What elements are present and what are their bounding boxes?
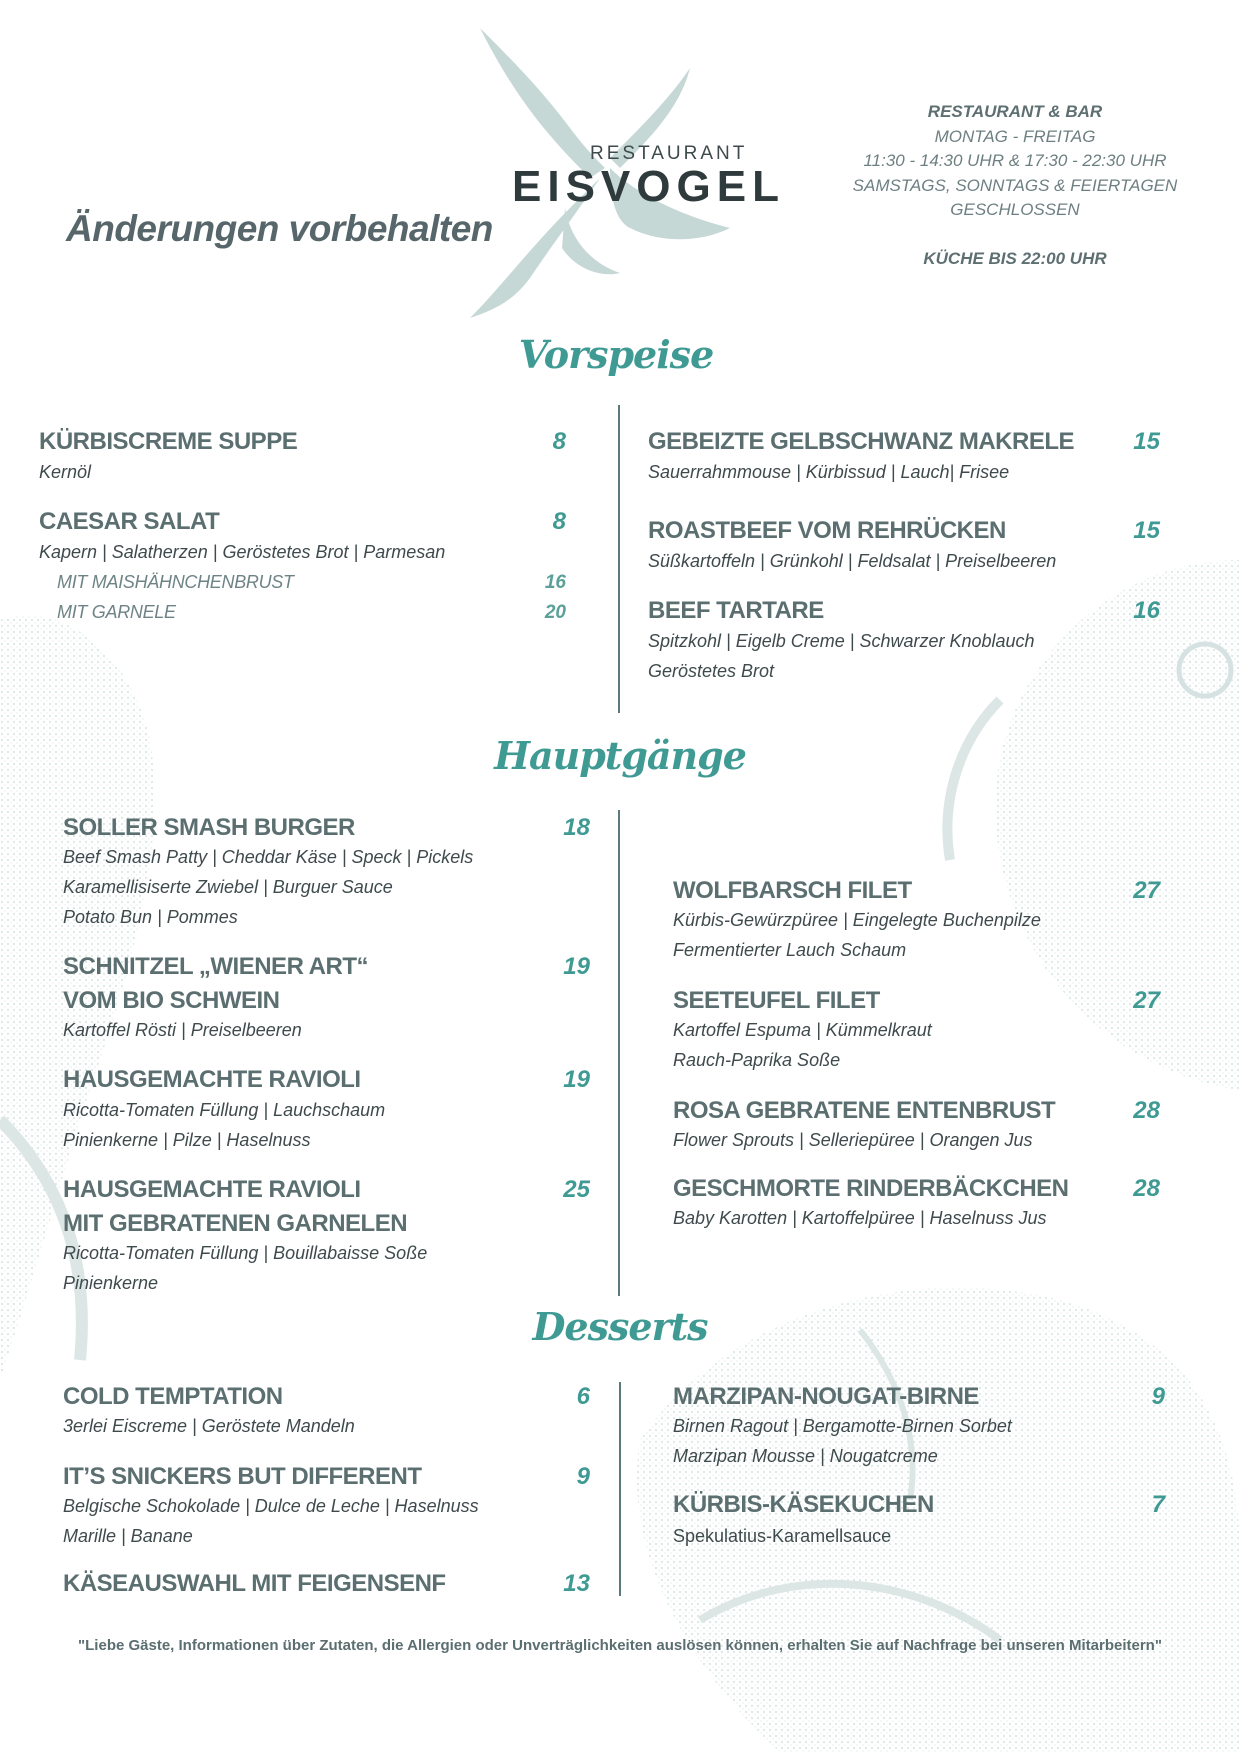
dish-price: 7 <box>1151 1491 1165 1518</box>
dish-title: MARZIPAN-NOUGAT-BIRNE <box>673 1383 979 1410</box>
dish-title: GEBEIZTE GELBSCHWANZ MAKRELE <box>648 428 1075 455</box>
dish-title: WOLFBARSCH FILET <box>673 877 912 904</box>
dish-title: SCHNITZEL „WIENER ART“ <box>63 953 368 980</box>
column-divider <box>618 405 620 713</box>
hours-line: GESCHLOSSEN <box>950 200 1080 219</box>
dish-price: 19 <box>563 953 590 980</box>
dish-title: VOM BIO SCHWEIN <box>63 987 280 1014</box>
dish-addon-price: 16 <box>544 572 566 593</box>
dish-description: Belgische Schokolade | Dulce de Leche | Haselnuss <box>63 1496 479 1516</box>
hours-line: RESTAURANT & BAR <box>927 102 1103 121</box>
hours-line: MONTAG - FREITAG <box>934 126 1096 146</box>
dish-description: Kernöl <box>39 462 92 482</box>
dish-price: 9 <box>576 1463 590 1490</box>
dish-description: Baby Karotten | Kartoffelpüree | Haselnuss Jus <box>673 1208 1047 1228</box>
dish-price: 13 <box>563 1570 590 1597</box>
dish-addon: MIT MAISHÄHNCHENBRUST <box>57 572 294 592</box>
dish-title: KÜRBIS-KÄSEKUCHEN <box>673 1491 934 1518</box>
dish-description: Süßkartoffeln | Grünkohl | Feldsalat | Preiselbeeren <box>648 551 1057 571</box>
dish-price: 16 <box>1133 597 1160 624</box>
dish-description: Kartoffel Rösti | Preiselbeeren <box>63 1020 302 1040</box>
logo-eisvogel-wordmark: EISVOGEL <box>512 162 785 211</box>
dish-title: KÄSEAUSWAHL MIT FEIGENSENF <box>63 1570 446 1597</box>
column-divider <box>618 810 620 1296</box>
dish-description: Geröstetes Brot <box>648 661 775 681</box>
dish-price: 6 <box>576 1383 590 1410</box>
dish-title: IT’S SNICKERS BUT DIFFERENT <box>63 1463 422 1490</box>
dish-price: 28 <box>1133 1175 1160 1202</box>
dish-title: CAESAR SALAT <box>39 508 220 535</box>
dish-addon-price: 20 <box>544 602 566 623</box>
dish-price: 15 <box>1133 517 1160 544</box>
changes-reserved-notice: Änderungen vorbehalten <box>66 208 493 249</box>
dish-description: Pinienkerne | Pilze | Haselnuss <box>63 1130 311 1150</box>
dish-description: Marzipan Mousse | Nougatcreme <box>673 1446 938 1466</box>
dish-description: Beef Smash Patty | Cheddar Käse | Speck | Pickels <box>63 847 474 867</box>
opening-hours <box>830 100 1200 272</box>
dish-description: Spitzkohl | Eigelb Creme | Schwarzer Knoblauch <box>648 631 1035 651</box>
dish-price: 25 <box>563 1176 590 1203</box>
allergen-notice: "Liebe Gäste, Informationen über Zutaten, die Allergien oder Unverträglichkeiten auslösen können, erhalten Sie auf Nachfrage bei unseren Mitarbeitern" <box>78 1637 1162 1654</box>
section-title-hauptgaenge: Hauptgänge <box>494 733 746 778</box>
hours-line: KÜCHE BIS 22:00 UHR <box>923 249 1107 268</box>
dish-description: Sauerrahmmouse | Kürbissud | Lauch| Frisee <box>648 462 1010 482</box>
hours-line: 11:30 - 14:30 UHR & 17:30 - 22:30 UHR <box>863 151 1167 170</box>
dish-description: Ricotta-Tomaten Füllung | Lauchschaum <box>63 1100 386 1120</box>
dish-description: Rauch-Paprika Soße <box>673 1050 841 1070</box>
dish-title: HAUSGEMACHTE RAVIOLI <box>63 1066 361 1093</box>
dish-description: Karamellisiserte Zwiebel | Burguer Sauce <box>63 877 393 897</box>
dish-description: Potato Bun | Pommes <box>63 907 238 927</box>
dish-title: ROASTBEEF VOM REHRÜCKEN <box>648 517 1006 544</box>
dish-price: 27 <box>1133 877 1160 904</box>
dish-title: SEETEUFEL FILET <box>673 987 880 1014</box>
dish-price: 15 <box>1133 428 1160 455</box>
dish-description: 3erlei Eiscreme | Geröstete Mandeln <box>63 1416 355 1436</box>
dish-price: 18 <box>563 814 590 841</box>
dish-title: HAUSGEMACHTE RAVIOLI <box>63 1176 361 1203</box>
dish-description: Fermentierter Lauch Schaum <box>673 940 907 960</box>
dish-price: 27 <box>1133 987 1160 1014</box>
dish-price: 8 <box>552 428 566 455</box>
dish-title: GESCHMORTE RINDERBÄCKCHEN <box>673 1175 1069 1202</box>
dish-price: 19 <box>563 1066 590 1093</box>
hours-line: SAMSTAGS, SONNTAGS & FEIERTAGEN <box>852 175 1178 195</box>
dish-description: Pinienkerne <box>63 1273 159 1293</box>
dish-title: ROSA GEBRATENE ENTENBRUST <box>673 1097 1056 1124</box>
dish-description: Flower Sprouts | Selleriepüree | Orangen Jus <box>673 1130 1033 1150</box>
section-title-vorspeise: Vorspeise <box>518 332 714 377</box>
dish-description: Ricotta-Tomaten Füllung | Bouillabaisse Soße <box>63 1243 428 1263</box>
dish-description: Spekulatius-Karamellsauce <box>673 1526 892 1546</box>
dish-title: COLD TEMPTATION <box>63 1383 283 1410</box>
dish-price: 28 <box>1133 1097 1160 1124</box>
dish-title: MIT GEBRATENEN GARNELEN <box>63 1210 408 1237</box>
dish-price: 8 <box>552 508 566 535</box>
dish-description: Birnen Ragout | Bergamotte-Birnen Sorbet <box>673 1416 1012 1436</box>
dish-title: BEEF TARTARE <box>648 597 824 624</box>
dish-description: Kapern | Salatherzen | Geröstetes Brot | Parmesan <box>39 542 446 562</box>
section-title-desserts: Desserts <box>532 1304 708 1349</box>
dish-description: Kürbis-Gewürzpüree | Eingelegte Buchenpilze <box>673 910 1041 930</box>
dish-description: Kartoffel Espuma | Kümmelkraut <box>673 1020 932 1040</box>
logo-restaurant-label: RESTAURANT <box>590 143 748 164</box>
dish-title: SOLLER SMASH BURGER <box>63 814 355 841</box>
dish-addon: MIT GARNELE <box>57 602 176 622</box>
dish-price: 9 <box>1151 1383 1165 1410</box>
dish-description: Marille | Banane <box>63 1526 193 1546</box>
column-divider <box>619 1382 621 1596</box>
hours-spacer <box>830 223 1200 248</box>
dish-title: KÜRBISCREME SUPPE <box>39 428 298 455</box>
